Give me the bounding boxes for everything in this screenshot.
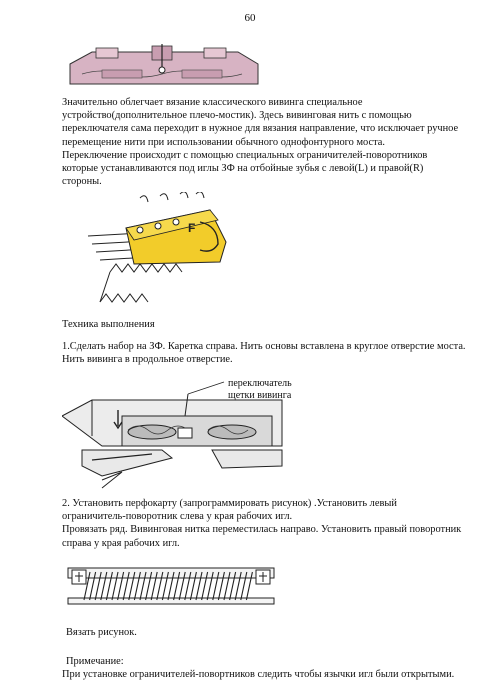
step-2-line: справа у края рабочих игл. <box>62 537 180 549</box>
intro-line: устройство(дополнительное плечо-мостик). Здесь вивинговая нить с помощью <box>62 110 412 122</box>
step-2-line: Провязать ряд. Вивинговая нитка переместилась направо. Установить правый поворотник <box>62 524 462 536</box>
step-1 <box>62 340 466 366</box>
note-heading: Примечание: <box>66 656 124 667</box>
needle-bed-figure <box>66 560 276 610</box>
step-1-line: Нить вивинга в продольное отверстие. <box>62 354 233 366</box>
intro-line: Переключение происходит с помощью специальных ограничителей-поворотников <box>62 149 428 161</box>
step-2-line: 2. Установить перфокарту (запрограммировать рисунок) .Установить левый <box>62 498 397 509</box>
intro-line: Значительно облегчает вязание классического вивинга специальное <box>62 97 363 108</box>
brush-switch-label-line-1: переключатель <box>228 378 292 389</box>
switch-mark-letter: F <box>188 221 196 235</box>
switch-device-figure <box>70 192 260 312</box>
intro-line: стороны. <box>62 176 102 188</box>
intro-line: переключателя сама переходит в нужное для вязания направление, что исключает ручное <box>62 123 459 135</box>
intro-line: которые устанавливаются под иглы ЗФ на отбойные зубья с левой(L) и правой(R) <box>62 163 424 175</box>
brush-switch-label-line-2: щетки вивинга <box>228 390 292 401</box>
brush-switch-label <box>228 378 292 402</box>
page-number: 60 <box>244 12 256 24</box>
knit-pattern-instruction: Вязать рисунок. <box>66 627 137 638</box>
step-2 <box>62 497 461 550</box>
bridge-device-figure <box>62 44 262 92</box>
note-text: При установке ограничителей-повортников следить чтобы язычки игл были открытыми. <box>62 669 455 680</box>
step-2-line: ограничитель-поворотник слева у края рабочих игл. <box>62 511 293 523</box>
technique-heading: Техника выполнения <box>62 319 155 330</box>
intro-paragraph <box>62 96 458 188</box>
step-1-line: 1.Сделать набор на ЗФ. Каретка справа. Нить основы вставлена в круглое отверстие моста. <box>62 341 466 352</box>
intro-line: перемещение нити при использовании обычного однофонтурного моста. <box>62 136 385 148</box>
